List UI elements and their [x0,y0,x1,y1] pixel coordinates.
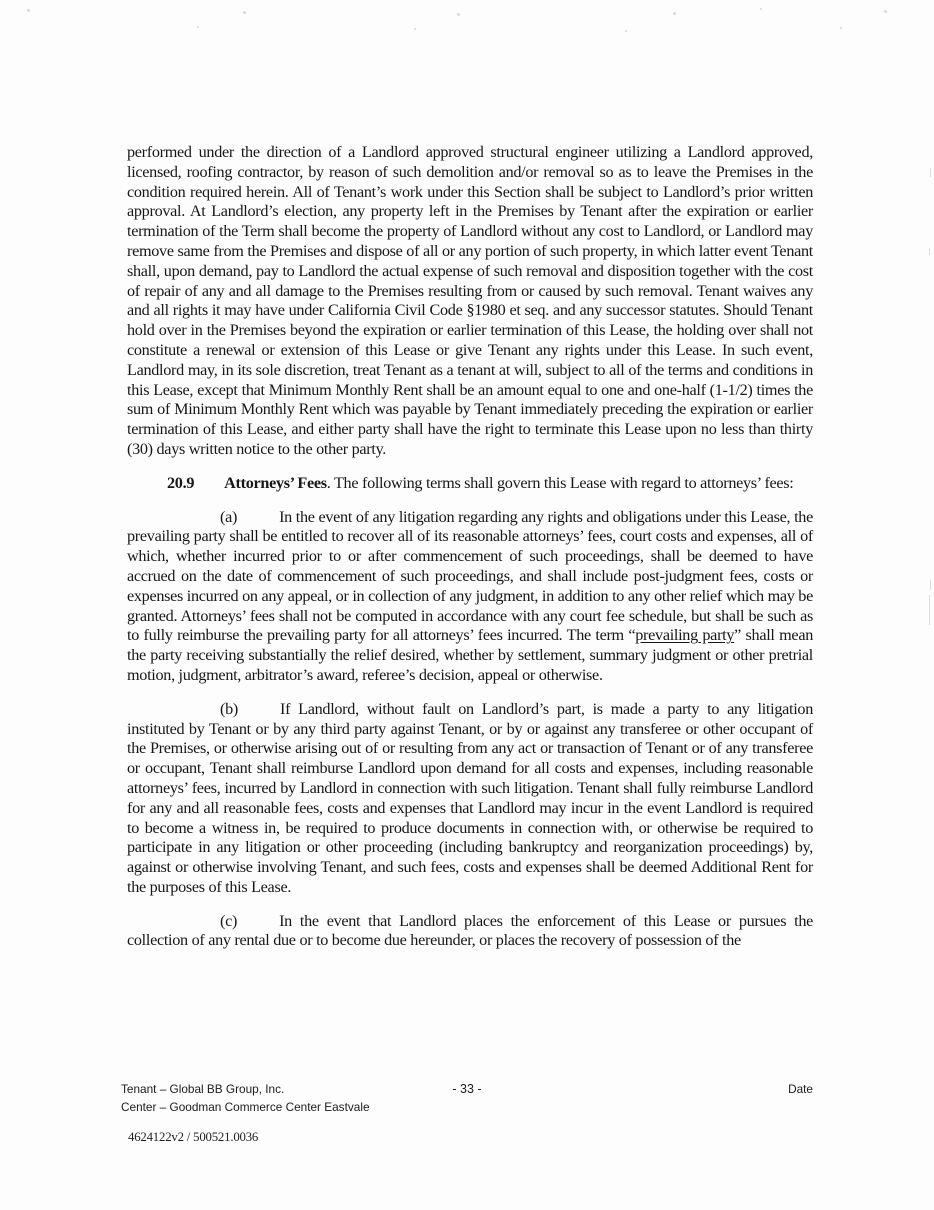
scan-speck [625,30,627,32]
continuation-paragraph [127,143,813,460]
section-intro-text: . The following terms shall govern this Lease with regard to attorneys’ fees: [326,473,794,492]
scan-speck [760,8,762,10]
tab-spacer [237,925,279,926]
subsection-c-label: (c) [220,911,238,930]
section-number: 20.9 [167,473,195,492]
scan-speck [457,13,460,16]
page-footer [121,1081,813,1121]
scan-speck [840,27,842,29]
subsection-b [127,700,813,898]
tab-spacer [194,487,224,488]
section-20-9-heading [127,474,813,494]
scan-edge-artifact [929,595,930,625]
footer-party-block [121,1081,370,1116]
document-id: 4624122v2 / 500521.0036 [128,1130,259,1144]
date-label: Date [788,1082,813,1096]
subsection-a [127,508,813,686]
tab-spacer [237,521,279,522]
tab-spacer [238,713,280,714]
page-number: - 33 - [452,1082,482,1096]
scan-speck [27,9,30,12]
scan-speck [673,12,676,15]
subsection-c-text: In the event that Landlord places the enforcement of this Lease or pursues the collection of any rental due or to become due hereunder, or places the recovery of possession of the [127,911,813,950]
scan-speck [243,11,246,14]
subsection-a-text-after: ” shall mean the party receiving substantially the relief desired, whether by settlement, summary judgment or other pretrial motion, judgment, arbitrator’s award, referee’s decision, appeal or otherwise. [127,626,813,684]
subsection-b-text: If Landlord, without fault on Landlord’s part, is made a party to any litigation instituted by Tenant or by any third party against Tenant, or by or against any transferee or other occupant of the Premises, or otherwise arising out of or resulting from any act or transaction of Tenant or of any transferee or occupant, Tenant shall reimburse Landlord upon demand for all costs and expenses, including reasonable attorneys’ fees, incurred by Landlord in connection with such litigation. Tenant shall fully reimburse Landlord for any and all reasonable fees, costs and expenses that Landlord may incur in the event Landlord is required to become a witness in, be required to produce documents in connection with, or otherwise be required to participate in any litigation or other proceeding (including bankruptcy and reorganization proceedings) by, against or otherwise involving Tenant, and such fees, costs and expenses shall be deemed Additional Rent for the purposes of this Lease. [127,699,813,896]
scan-edge-artifact [930,168,931,177]
scan-speck [414,28,416,30]
scan-edge-artifact [930,580,931,590]
prevailing-party-term: prevailing party [635,626,735,645]
footer-tenant-line: Tenant – Global BB Group, Inc. [121,1082,285,1096]
scan-speck [884,10,887,13]
lease-document-body [127,143,813,951]
subsection-a-label: (a) [220,507,238,526]
scan-speck [197,26,199,28]
subsection-a-text: In the event of any litigation regarding any rights and obligations under this Lease, the prevailing party shall be entitled to recover all of its reasonable attorneys’ fees, court costs and expenses, all of which, whether incurred prior to or after commencement of such proceedings, shall be deemed to have accrued on the date of commencement of such proceedings, and shall include post-judgment fees, costs or expenses incurred on any appeal, or in collection of any judgment, in addition to any other relief which may be granted. Attorneys’ fees shall not be computed in accordance with any court fee schedule, but shall be such as to fully reimburse the prevailing party for all attorneys’ fees incurred. The term “ [127,507,813,645]
continuation-paragraph-text: performed under the direction of a Landlord approved structural engineer utilizing a Landlord approved, licensed, roofing contractor, by reason of such demolition and/or removal so as to leave the Premises in the condition required herein. All of Tenant’s work under this Section shall be subject to Landlord’s prior written approval. At Landlord’s election, any property left in the Premises by Tenant after the expiration or earlier termination of the Term shall become the property of Landlord without any cost to Landlord, or Landlord may remove same from the Premises and dispose of all or any portion of such property, in which latter event Tenant shall, upon demand, pay to Landlord the actual expense of such removal and disposition together with the cost of repair of any and all damage to the Premises resulting from or caused by such removal. Tenant waives any and all rights it may have under California Civil Code §1980 et seq. and any successor statutes. Should Tenant hold over in the Premises beyond the expiration or earlier termination of this Lease, the holding over shall not constitute a renewal or extension of this Lease or give Tenant any rights under this Lease. In such event, Landlord may, in its sole discretion, treat Tenant as a tenant at will, subject to all of the terms and conditions in this Lease, except that Minimum Monthly Rent shall be an amount equal to one and one-half (1-1/2) times the sum of Minimum Monthly Rent which was payable by Tenant immediately preceding the expiration or earlier termination of this Lease, and either party shall have the right to terminate this Lease upon no less than thirty (30) days written notice to the other party. [127,143,813,458]
footer-center-line: Center – Goodman Commerce Center Eastvale [121,1099,370,1114]
subsection-c [127,912,813,952]
section-title: Attorneys’ Fees [224,473,327,492]
subsection-b-label: (b) [220,699,238,718]
scan-edge-artifact [929,248,930,255]
